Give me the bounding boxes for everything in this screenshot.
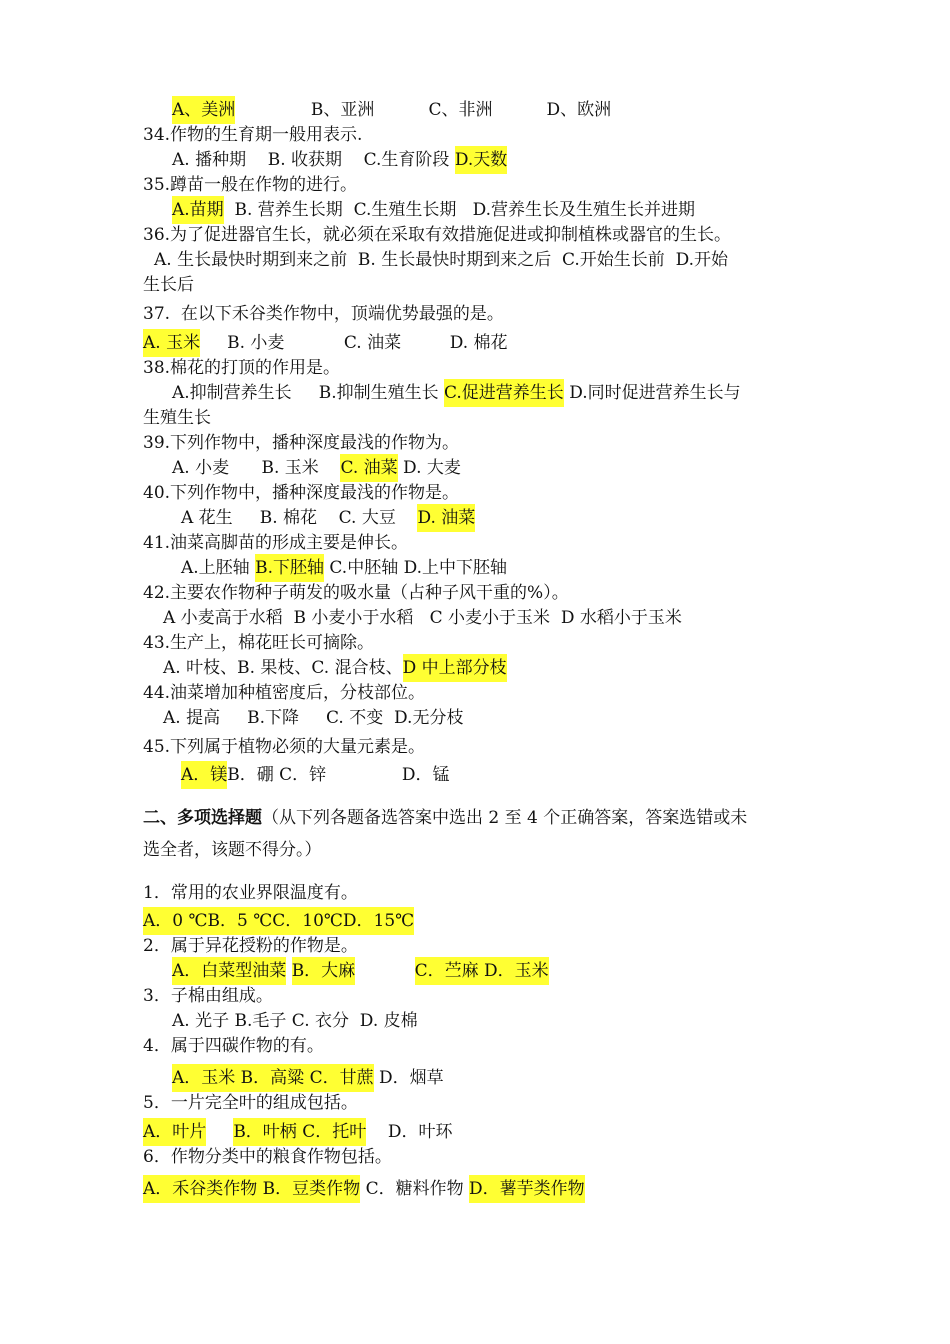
line-text: 1．常用的农业界限温度有。 <box>143 883 358 903</box>
highlighted-answer: A.苗期 <box>172 196 224 224</box>
highlighted-answer: A．镁 <box>181 761 227 789</box>
text-line <box>0 379 950 407</box>
text-line <box>0 221 950 249</box>
highlighted-answer: A．玉米 B．高粱 C．甘蔗 <box>172 1064 374 1092</box>
text-line <box>0 879 950 907</box>
line-text <box>206 1118 233 1146</box>
text-line <box>0 733 950 761</box>
text-line <box>0 1143 950 1171</box>
line-text: 36.为了促进器官生长，就必须在采取有效措施促进或抑制植株或器官的生长。 <box>143 225 732 245</box>
text-line <box>0 504 950 532</box>
highlighted-answer: D．薯芋类作物 <box>469 1175 585 1203</box>
text-line <box>0 554 950 582</box>
text-line <box>0 579 950 607</box>
text-line <box>0 329 950 357</box>
line-text: 生殖生长 <box>143 408 211 428</box>
line-text: 43.生产上，棉花旺长可摘除。 <box>143 633 375 653</box>
line-text: 40.下列作物中，播种深度最浅的作物是。 <box>143 483 460 503</box>
line-text: B、亚洲 C、非洲 D、欧洲 <box>235 100 612 120</box>
line-text: 生长后 <box>143 275 194 295</box>
text-line <box>0 171 950 199</box>
line-text: A. 生长最快时期到来之前 B. 生长最快时期到来之后 C.开始生长前 D.开始 <box>154 250 729 270</box>
line-text: D．烟草 <box>373 1068 444 1088</box>
line-text: A 小麦高于水稻 B 小麦小于水稻 C 小麦小于玉米 D 水稻小于玉米 <box>163 608 682 628</box>
line-text: A. 光子 B.毛子 C. 衣分 D. 皮棉 <box>172 1011 418 1031</box>
line-text: 选全者，该题不得分。） <box>143 840 322 860</box>
text-line <box>0 479 950 507</box>
text-line <box>0 1175 950 1203</box>
text-line <box>0 529 950 557</box>
text-line <box>0 354 950 382</box>
text-line <box>0 1007 950 1035</box>
text-line <box>0 761 950 789</box>
highlighted-answer: C.促进营养生长 <box>444 379 564 407</box>
line-text: 41.油菜高脚苗的形成主要是伸长。 <box>143 533 409 553</box>
line-text: 3．子棉由组成。 <box>143 986 273 1006</box>
text-line <box>0 429 950 457</box>
text-line <box>0 271 950 299</box>
line-text: 37. 在以下禾谷类作物中，顶端优势最强的是。 <box>143 304 504 324</box>
text-line <box>0 704 950 732</box>
highlighted-answer: D. 油菜 <box>417 504 475 532</box>
line-text: A.抑制营养生长 B.抑制生殖生长 <box>172 383 444 403</box>
line-text: 2．属于异花授粉的作物是。 <box>143 936 358 956</box>
line-text: 6．作物分类中的粮食作物包括。 <box>143 1147 392 1167</box>
line-text: B．硼 C．锌 D．锰 <box>227 765 450 785</box>
text-line <box>0 804 950 832</box>
highlighted-answer: D 中上部分枝 <box>403 654 507 682</box>
text-line <box>0 196 950 224</box>
highlighted-answer: A. 玉米 <box>143 329 200 357</box>
line-text: 38.棉花的打顶的作用是。 <box>143 358 341 378</box>
text-line <box>0 146 950 174</box>
line-text: D. 大麦 <box>397 458 461 478</box>
text-line <box>0 1064 950 1092</box>
line-text: A. 小麦 B. 玉米 <box>172 458 341 478</box>
line-text: B. 营养生长期 C.生殖生长期 D.营养生长及生殖生长并进期 <box>223 200 696 220</box>
highlighted-answer: C. 油菜 <box>340 454 397 482</box>
line-text: 5．一片完全叶的组成包括。 <box>143 1093 358 1113</box>
text-line <box>0 1089 950 1117</box>
line-text: A. 提高 B.下降 C. 不变 D.无分枝 <box>163 708 464 728</box>
text-line <box>0 932 950 960</box>
highlighted-answer: B．叶柄 C．托叶 <box>233 1118 366 1146</box>
text-line <box>0 300 950 328</box>
line-text: B. 小麦 C. 油菜 D. 棉花 <box>200 333 508 353</box>
text-line <box>0 604 950 632</box>
text-line <box>0 454 950 482</box>
text-line <box>0 654 950 682</box>
highlighted-answer: C．苎麻 D．玉米 <box>415 957 549 985</box>
text-line <box>0 404 950 432</box>
line-text: 45.下列属于植物必须的大量元素是。 <box>143 737 426 757</box>
highlighted-answer: B.下胚轴 <box>255 554 324 582</box>
highlighted-answer: A．0 ℃B．5 ℃C．10℃D．15℃ <box>143 907 414 935</box>
text-line <box>0 907 950 935</box>
text-line <box>0 246 950 274</box>
line-text <box>355 957 414 985</box>
line-text: A. 叶枝、B. 果枝、C. 混合枝、 <box>163 658 403 678</box>
line-text: 44.油菜增加种植密度后，分枝部位。 <box>143 683 426 703</box>
line-text: 4．属于四碳作物的有。 <box>143 1036 324 1056</box>
line-text: 39.下列作物中，播种深度最浅的作物为。 <box>143 433 460 453</box>
line-text: A.上胚轴 <box>181 558 256 578</box>
line-text: （从下列各题备选答案中选出 2 至 4 个正确答案，答案选错或未 <box>262 808 748 828</box>
highlighted-answer: A、美洲 <box>172 96 235 124</box>
line-text: 42.主要农作物种子萌发的吸水量（占种子风干重的%）。 <box>143 583 569 603</box>
highlighted-answer: B．大麻 <box>292 957 356 985</box>
highlighted-answer: A．禾谷类作物 B．豆类作物 <box>143 1175 360 1203</box>
line-text: C.中胚轴 D.上中下胚轴 <box>324 558 508 578</box>
section-heading: 二、多项选择题 <box>143 808 262 828</box>
text-line <box>0 1032 950 1060</box>
text-line <box>0 96 950 124</box>
line-text: A 花生 B. 棉花 C. 大豆 <box>181 508 418 528</box>
text-line <box>0 1118 950 1146</box>
line-text: 34.作物的生育期一般用表示. <box>143 125 363 145</box>
highlighted-answer: A．白菜型油菜 <box>172 957 286 985</box>
line-text: 35.蹲苗一般在作物的进行。 <box>143 175 358 195</box>
highlighted-answer: A．叶片 <box>143 1118 206 1146</box>
text-line <box>0 836 950 864</box>
line-text: D.同时促进营养生长与 <box>563 383 741 403</box>
text-line <box>0 679 950 707</box>
text-line <box>0 629 950 657</box>
line-text: A. 播种期 B. 收获期 C.生育阶段 <box>172 150 455 170</box>
highlighted-answer: D.天数 <box>455 146 507 174</box>
text-line <box>0 957 950 985</box>
text-line <box>0 982 950 1010</box>
text-line <box>0 121 950 149</box>
line-text: D．叶环 <box>366 1122 453 1142</box>
line-text: C．糖料作物 <box>360 1179 470 1199</box>
